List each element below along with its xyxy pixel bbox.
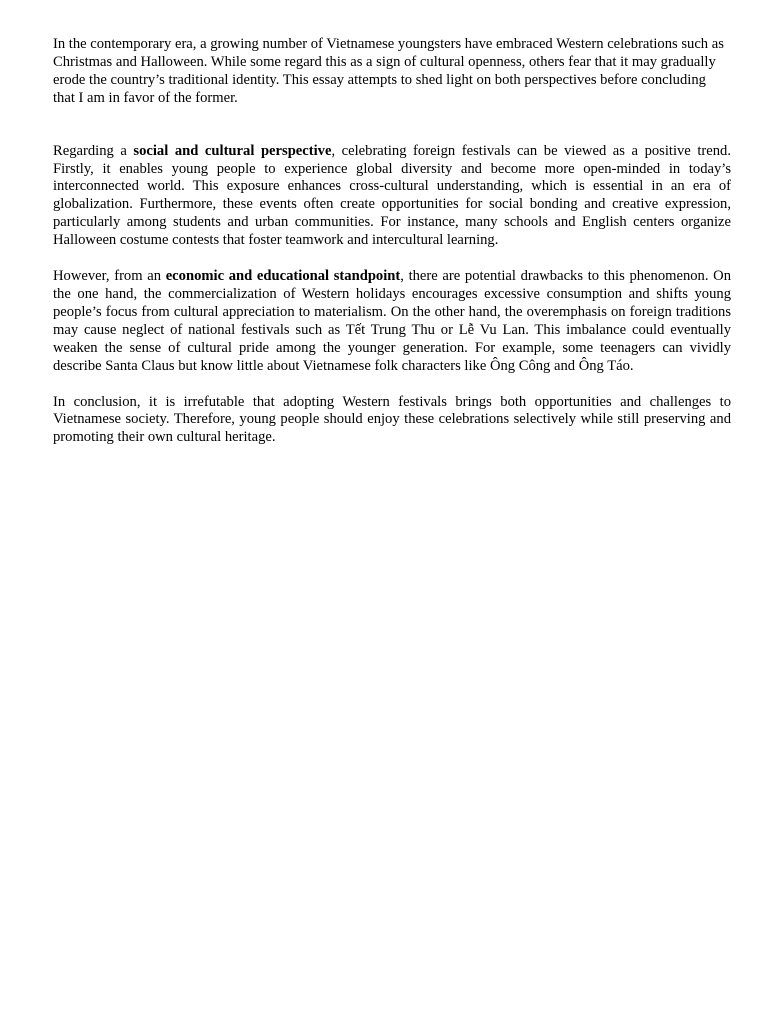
body-paragraph-2-bold-phrase: economic and educational standpoint xyxy=(165,268,401,285)
body-paragraph-2-text: , there are potential drawbacks to this phenomenon. On the one hand, the commercialization of Western holidays encourages excessive consumption and shifts young people’s focus from cultural appreciation to materialism. On the other hand, the overemphasis on foreign traditions may cause neglect of national festivals such as Tết Trung Thu or Lễ Vu Lan. This imbalance could eventually weaken the sense of cultural pride among the younger generation. For example, some teenagers can vividly describe Santa Claus but know little about Vietnamese folk characters like Ông Công and Ông Táo. xyxy=(53,268,731,374)
conclusion-paragraph: In conclusion, it is irrefutable that adopting Western festivals brings both opportunities and challenges to Vietnamese society. Therefore, young people should enjoy these celebrations selectively while still preserving and promoting their own cultural heritage. xyxy=(53,393,731,446)
body-paragraph-1-text: , celebrating foreign festivals can be viewed as a positive trend. Firstly, it enables young people to experience global diversity and become more open-minded in today’s interconnected world. This exposure enhances cross-cultural understanding, which is essential in an era of globalization. Furthermore, these events often create opportunities for social bonding and creative expression, particularly among students and urban communities. For instance, many schools and English centers organize Halloween costume contests that foster teamwork and intercultural learning. xyxy=(53,142,731,249)
introduction-paragraph: In the contemporary era, a growing number of Vietnamese youngsters have embraced Western celebrations such as Christmas and Halloween. While some regard this as a sign of cultural openness, others fear that it may gradually erode the country’s traditional identity. This essay attempts to shed light on both perspectives before concluding that I am in favor of the former. xyxy=(53,36,724,106)
body-paragraph-2-lead: However, from an xyxy=(53,268,166,285)
document-page xyxy=(53,36,731,447)
body-paragraph-1-lead: Regarding a xyxy=(53,142,134,159)
body-paragraph-1-bold-phrase: social and cultural perspective xyxy=(133,142,332,159)
body-paragraph-social-cultural xyxy=(53,143,731,250)
body-paragraph-economic-educational xyxy=(53,268,731,375)
